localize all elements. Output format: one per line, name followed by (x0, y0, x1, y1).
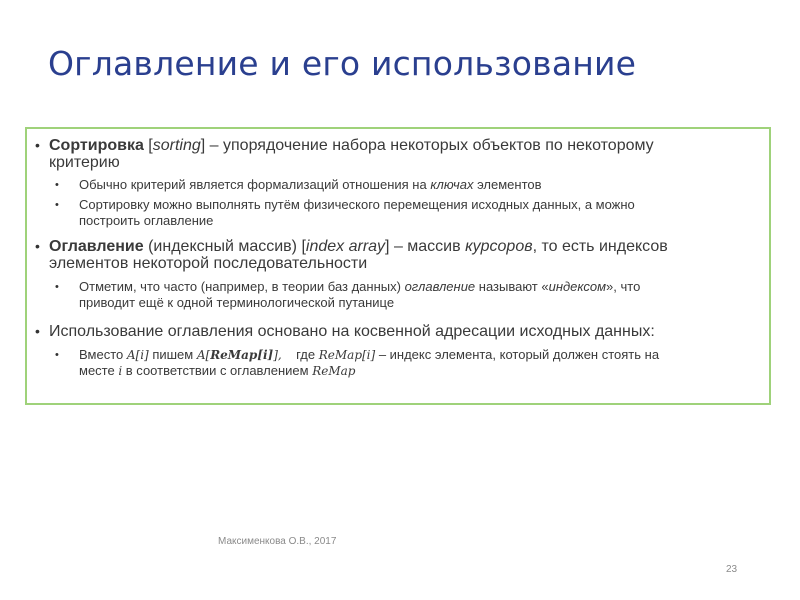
bullet-dot-icon: • (55, 281, 59, 293)
formula-remap-i: ReMap[i] (318, 348, 376, 362)
page-number: 23 (726, 564, 738, 575)
footer-author: Максименкова О.В., 2017 (218, 536, 337, 547)
term-sorting-en: sorting (152, 137, 201, 154)
bullet-dot-icon: • (55, 349, 59, 361)
bullet-dot-icon: • (35, 238, 40, 254)
term-cursors: курсоров (465, 238, 533, 255)
term-keys: ключах (430, 177, 474, 192)
formula-remap: ReMap (312, 364, 356, 378)
bullet-dot-icon: • (35, 137, 40, 153)
formula-remap-i-bold: ReMap[i] (210, 348, 274, 362)
content-box: • Сортировка [sorting] – упорядочение набора некоторых объектов по некоторому критерию • Обычно критерий является формализаций отношения на ключах элементов • Сортировку можно выполнять путём физического перемещения исходных данных, а можно построить оглавление • Оглавление (индексный массив) [index array] – массив курсоров, то есть индексов элементов некоторой последовательности • Отметим, что часто (например, в теории баз данных) оглавление называют «индексом», что приводит ещё к одной терминологической путанице • Использование оглавления основано на косвенной адресации исходных данных: • Вместо A[i] пишем A[ReMap[i]], где ReMap[i] – индекс элемента, который должен стоять на месте i в соответствии с оглавлением ReMap (25, 127, 771, 405)
slide-title: Оглавление и его использование (48, 44, 637, 83)
bullet-dot-icon: • (35, 323, 40, 339)
term-index: Оглавление (49, 238, 144, 255)
bullet-dot-icon: • (55, 199, 59, 211)
bullet-dot-icon: • (55, 179, 59, 191)
formula-a-i: A[i] (126, 348, 149, 362)
term-index-en: index array (305, 238, 386, 255)
term-sorting: Сортировка (49, 137, 144, 154)
bullet-sorting-text: Сортировка [sorting] – упорядочение набора некоторых объектов по некоторому критерию (49, 137, 654, 171)
